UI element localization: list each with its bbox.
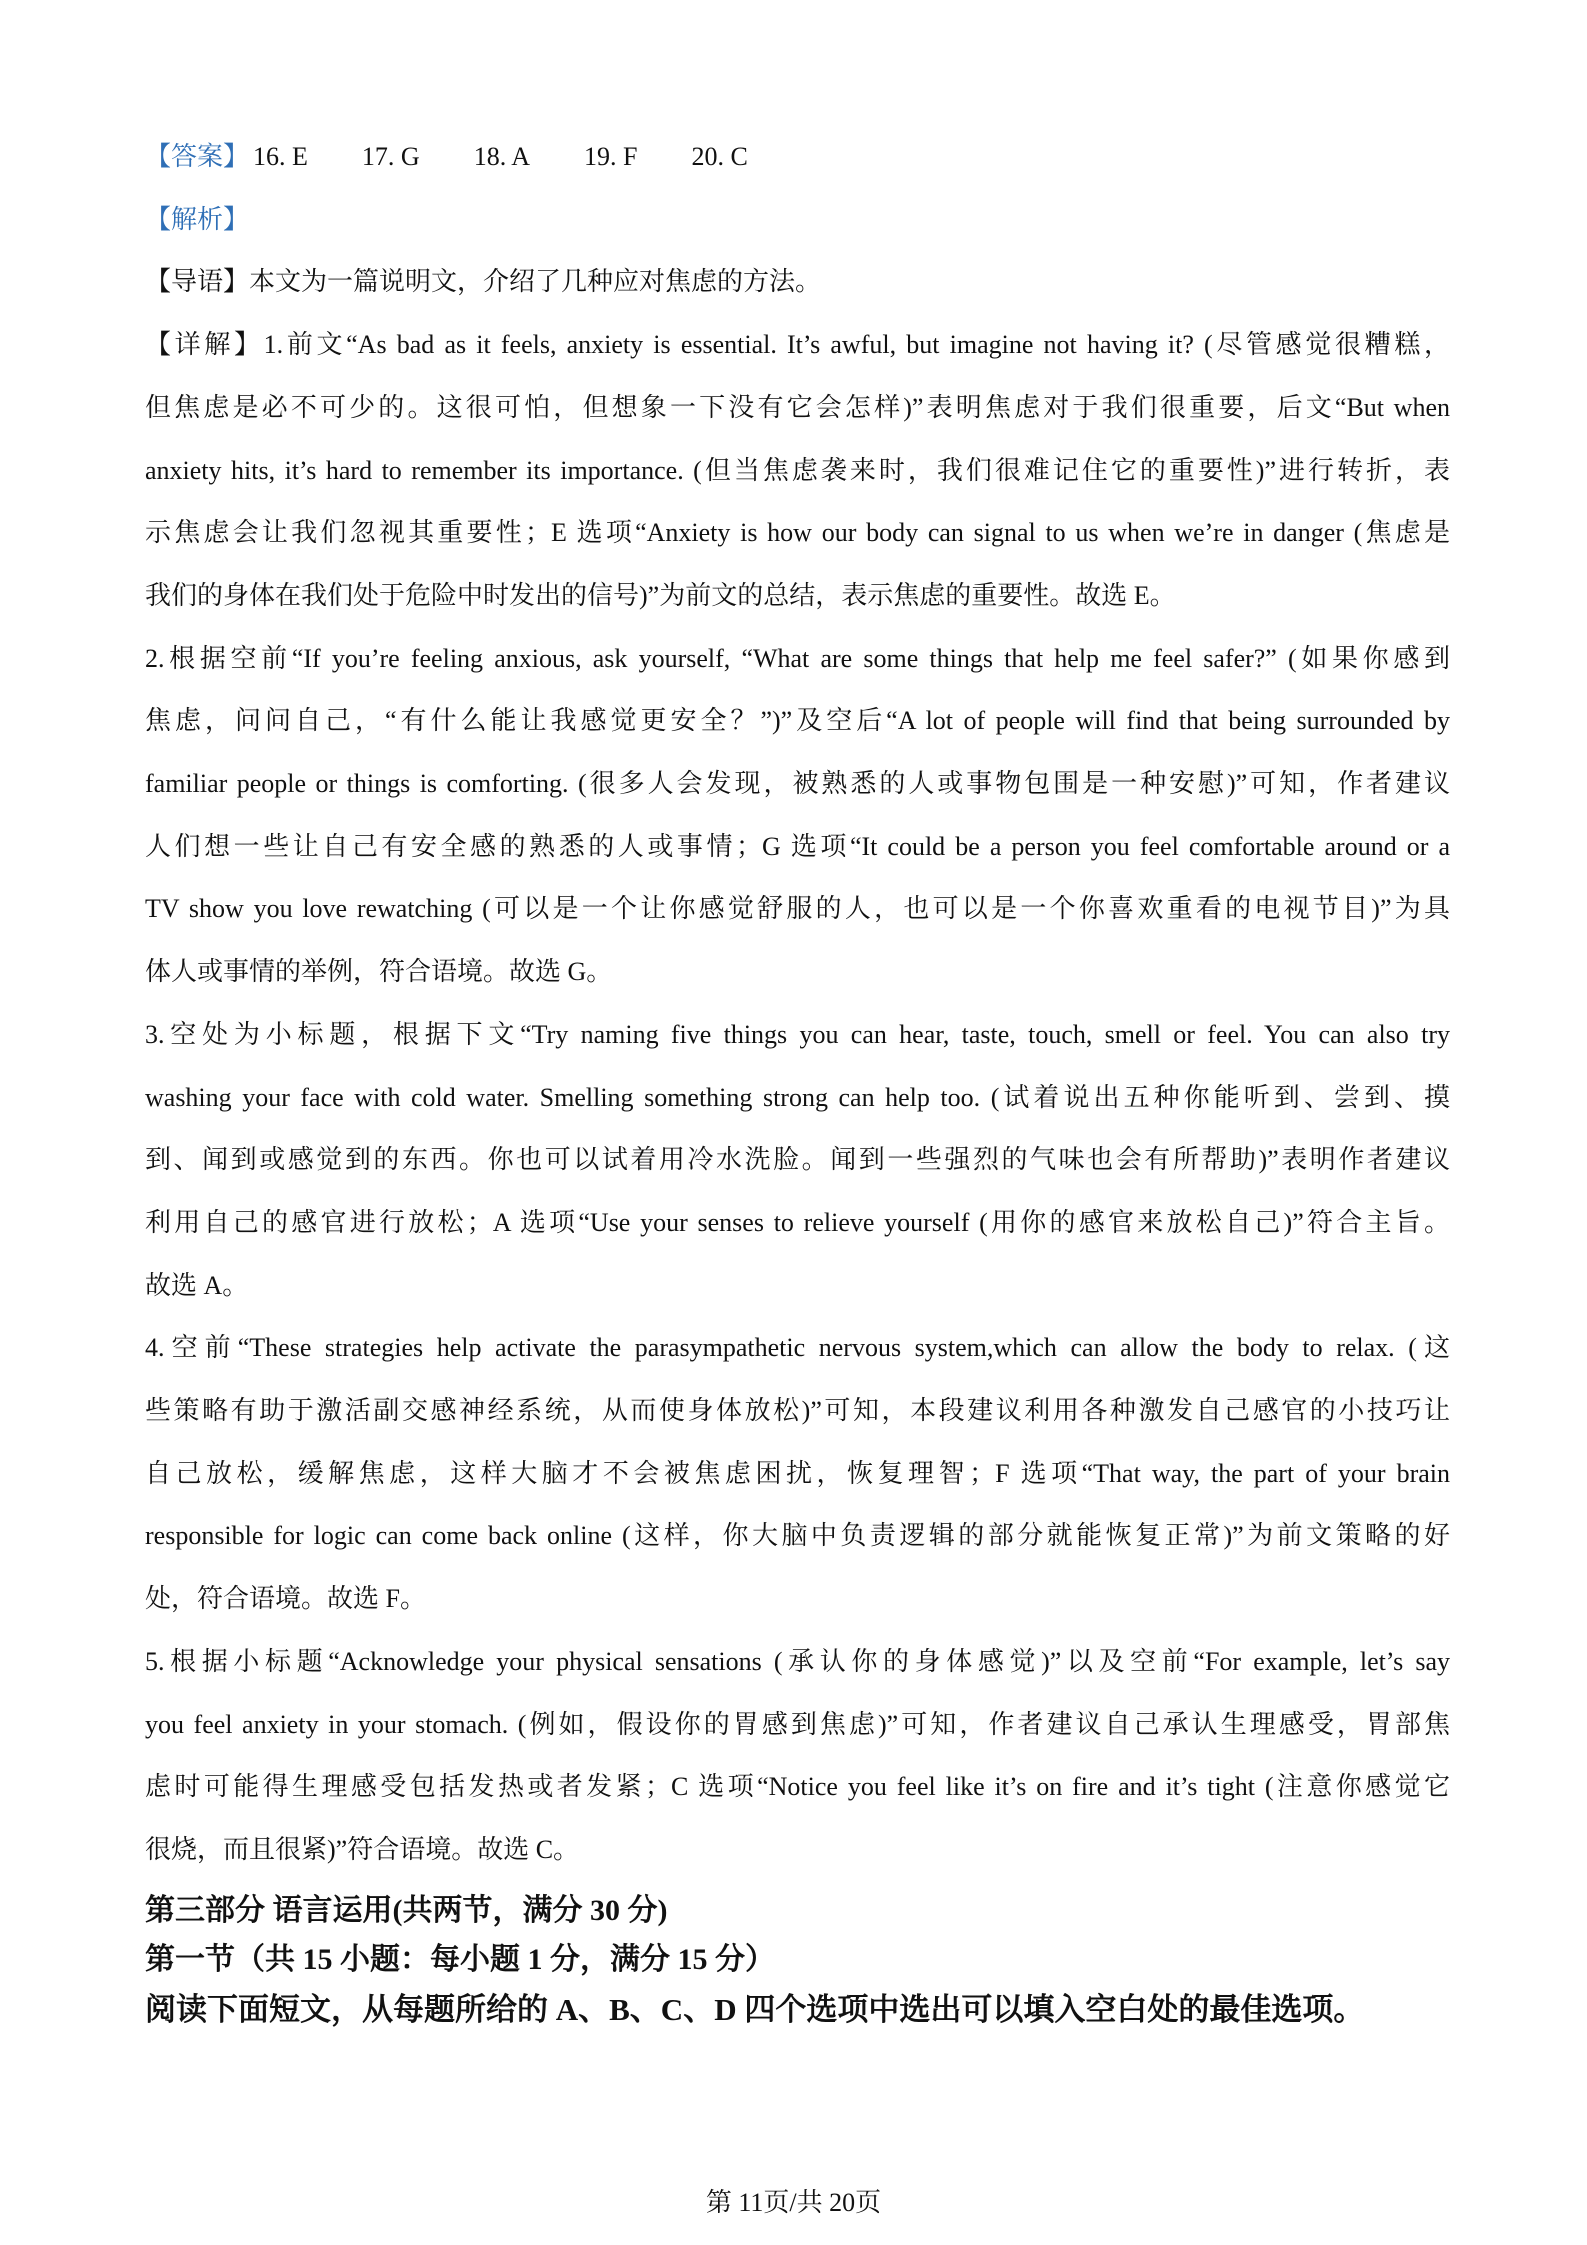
answer-item-17: 17. G xyxy=(361,142,420,171)
explanation-line: 自己放松，缓解焦虑，这样大脑才不会被焦虑困扰，恢复理智；F 选项“That way, the part of your brain xyxy=(145,1458,1450,1488)
explanation-line: 我们的身体在我们处于危险中时发出的信号)”为前文的总结，表示焦虑的重要性。故选 E。 xyxy=(145,580,1176,610)
explanation-line: 处，符合语境。故选 F。 xyxy=(145,1584,426,1614)
explanation-line: 体人或事情的举例，符合语境。故选 G。 xyxy=(145,957,613,987)
explanation-line: 利用自己的感官进行放松；A 选项“Use your senses to relieve yourself (用你的感官来放松自己)”符合主旨。 xyxy=(145,1207,1450,1237)
explanation-line: 些策略有助于激活副交感神经系统，从而使身体放松)”可知，本段建议利用各种激发自己感官的小技巧让 xyxy=(145,1396,1450,1426)
explanation-line: 很烧，而且很紧)”符合语境。故选 C。 xyxy=(145,1834,580,1864)
page-number: 第 11页/共 20页 xyxy=(705,2188,882,2217)
subsection-heading: 第一节（共 15 小题：每小题 1 分，满分 15 分） xyxy=(145,1942,775,1976)
explanation-line: 3.空处为小标题，根据下文“Try naming five things you can hear, taste, touch, smell or feel. You can also try xyxy=(145,1019,1450,1049)
answer-item-18: 18. A xyxy=(473,142,531,171)
answer-item-19: 19. F xyxy=(584,142,638,171)
analysis-line xyxy=(145,189,1450,252)
explanation-line: washing your face with cold water. Smelling something strong can help too. (试着说出五种你能听到、尝到、摸 xyxy=(145,1082,1450,1112)
explanation-line: 5.根据小标题“Acknowledge your physical sensations (承认你的身体感觉)”以及空前“For example, let’s say xyxy=(145,1646,1450,1676)
detail-explanation xyxy=(145,314,1450,1882)
explanation-line: 故选 A。 xyxy=(145,1270,249,1300)
answer-item-20: 20. C xyxy=(691,142,748,171)
explanation-line: 焦虑，问问自己，“有什么能让我感觉更安全？”)”及空后“A lot of people will find that being surrounded by xyxy=(145,706,1450,736)
document-page xyxy=(145,126,1450,2036)
instruction-text: 阅读下面短文，从每题所给的 A、B、C、D 四个选项中选出可以填入空白处的最佳选项。 xyxy=(145,1991,1365,2027)
answer-tag: 【答案】 xyxy=(145,142,250,171)
answer-line xyxy=(145,126,1450,189)
explanation-line: TV show you love rewatching (可以是一个让你感觉舒服的人，也可以是一个你喜欢重看的电视节目)”为具 xyxy=(145,894,1450,924)
explanation-line: anxiety hits, it’s hard to remember its importance. (但当焦虑袭来时，我们很难记住它的重要性)”进行转折，表 xyxy=(145,455,1450,485)
explanation-line: you feel anxiety in your stomach. (例如，假设你的胃感到焦虑)”可知，作者建议自己承认生理感受，胃部焦 xyxy=(145,1709,1450,1739)
section-heading-block xyxy=(145,1886,1450,2036)
explanation-line: 人们想一些让自己有安全感的熟悉的人或事情；G 选项“It could be a person you feel comfortable around or a xyxy=(145,831,1450,861)
explanation-line: familiar people or things is comforting. (很多人会发现，被熟悉的人或事物包围是一种安慰)”可知，作者建议 xyxy=(145,769,1450,799)
explanation-line: 4.空前“These strategies help activate the parasympathetic nervous system,which can allow the body to relax. (这 xyxy=(145,1333,1450,1363)
explanation-line: 但焦虑是必不可少的。这很可怕，但想象一下没有它会怎样)”表明焦虑对于我们很重要，后文“But when xyxy=(145,392,1450,422)
explanation-line: 虑时可能得生理感受包括发热或者发紧；C 选项“Notice you feel like it’s on fire and it’s tight (注意你感觉它 xyxy=(145,1772,1450,1802)
explanation-line: 2.根据空前“If you’re feeling anxious, ask yourself, “What are some things that help me feel safer?” (如果你感到 xyxy=(145,643,1450,673)
explanation-line: 【详解】1.前文“As bad as it feels, anxiety is essential. It’s awful, but imagine not having it? (尽管感觉很糟糕， xyxy=(145,330,1450,360)
intro-line: 【导语】本文为一篇说明文，介绍了几种应对焦虑的方法。 xyxy=(145,267,822,297)
explanation-line: 示焦虑会让我们忽视其重要性；E 选项“Anxiety is how our body can signal to us when we’re in danger (焦虑是 xyxy=(145,518,1450,548)
detail-tag: 【详解】 xyxy=(145,330,264,360)
analysis-tag: 【解析】 xyxy=(145,204,250,234)
part-heading: 第三部分 语言运用(共两节，满分 30 分) xyxy=(145,1893,668,1927)
explanation-line: 到、闻到或感觉到的东西。你也可以试着用冷水洗脸。闻到一些强烈的气味也会有所帮助)”表明作者建议 xyxy=(145,1145,1450,1175)
answer-item-16: 16. E xyxy=(253,142,308,171)
explanation-line: responsible for logic can come back online (这样，你大脑中负责逻辑的部分就能恢复正常)”为前文策略的好 xyxy=(145,1521,1450,1551)
